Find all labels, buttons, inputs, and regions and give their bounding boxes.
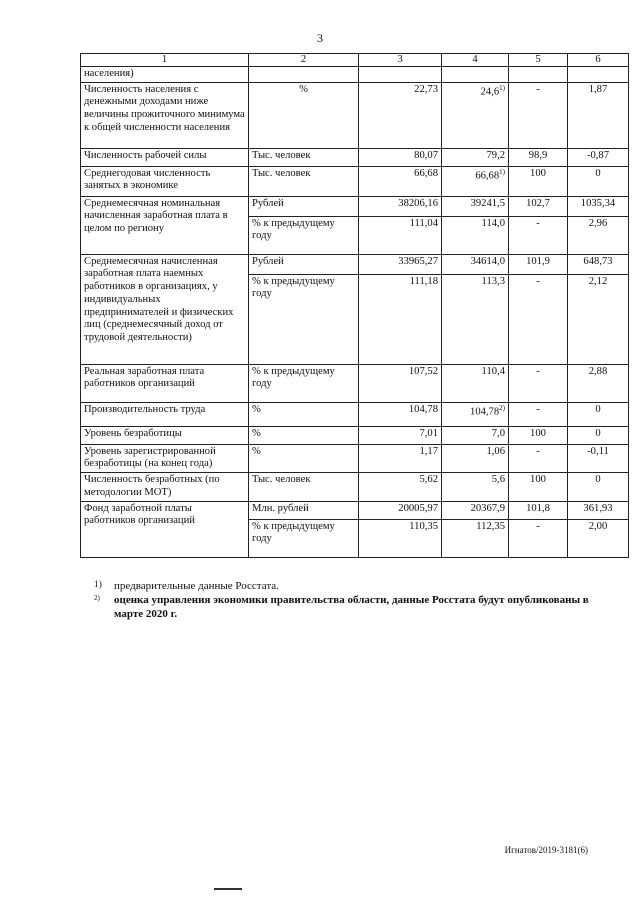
table-header-row <box>81 54 629 67</box>
growth-rate-cell <box>509 364 568 402</box>
unit-cell <box>249 274 359 364</box>
growth-rate-cell-text: - <box>536 83 540 95</box>
value-2018-cell-text: 33965,27 <box>398 255 438 267</box>
table-row <box>81 426 629 444</box>
change-cell-text: 0 <box>595 403 601 415</box>
indicator-cell <box>81 364 249 402</box>
value-2018-cell <box>359 473 442 501</box>
growth-rate-cell <box>509 254 568 274</box>
unit-cell-text: Рублей <box>252 255 284 267</box>
value-2018-cell-text: 38206,16 <box>398 197 438 209</box>
unit-cell-text: % к предыдущему году <box>252 520 335 545</box>
table-row <box>81 196 629 216</box>
unit-cell-text: % к предыдущему году <box>252 217 335 242</box>
unit-cell-text: Тыс. человек <box>252 167 311 179</box>
change-cell-text: -0,87 <box>586 149 610 161</box>
value-2019-cell-text: 113,3 <box>481 275 505 287</box>
change-cell-text: 1,87 <box>588 83 608 95</box>
value-2018-cell-text: 111,18 <box>409 275 438 287</box>
value-2018-cell <box>359 426 442 444</box>
unit-cell-text: Рублей <box>252 197 284 209</box>
growth-rate-cell-text: - <box>536 445 540 457</box>
value-2019-cell <box>442 82 509 148</box>
indicator-cell <box>81 402 249 426</box>
table-row <box>81 364 629 402</box>
value-2019-cell-text: 110,4 <box>481 365 505 377</box>
change-cell <box>568 67 629 83</box>
indicator-cell-text: Уровень безработицы <box>84 427 182 439</box>
indicator-cell-text: Среднемесячная начисленная заработная плата наемных работников в организациях, у индивидуальных предпринимателей и физических лиц (среднемесячный доход от трудовой деятельности) <box>84 255 234 343</box>
change-cell-text: 0 <box>595 427 601 439</box>
growth-rate-cell <box>509 473 568 501</box>
change-cell-text: 648,73 <box>583 255 613 267</box>
table-row <box>81 166 629 196</box>
indicator-cell <box>81 67 249 83</box>
change-cell <box>568 501 629 519</box>
growth-rate-cell <box>509 82 568 148</box>
indicator-cell-text: Реальная заработная плата работников организаций <box>84 365 205 390</box>
value-2019-cell <box>442 148 509 166</box>
value-2018-cell <box>359 364 442 402</box>
change-cell <box>568 364 629 402</box>
growth-rate-cell-text: - <box>536 275 540 287</box>
growth-rate-cell-text: - <box>536 403 540 415</box>
value-2019-cell-text: 39241,5 <box>470 197 505 209</box>
value-2019-cell <box>442 166 509 196</box>
value-2019-cell <box>442 501 509 519</box>
column-header: 4 <box>442 54 509 67</box>
growth-rate-cell <box>509 402 568 426</box>
unit-cell-text: Млн. рублей <box>252 502 309 514</box>
table-row <box>81 402 629 426</box>
value-2019-cell-text: 104,78 <box>470 406 500 418</box>
unit-cell <box>249 82 359 148</box>
unit-cell <box>249 216 359 254</box>
unit-cell <box>249 148 359 166</box>
column-header: 1 <box>81 54 249 67</box>
page-number: 3 <box>317 31 323 45</box>
indicator-cell-text: Уровень зарегистрированной безработицы (на конец года) <box>84 445 216 470</box>
change-cell <box>568 196 629 216</box>
change-cell <box>568 444 629 472</box>
value-2019-cell <box>442 254 509 274</box>
value-2018-cell <box>359 501 442 519</box>
column-header: 3 <box>359 54 442 67</box>
change-cell-text: 2,12 <box>588 275 608 287</box>
value-2019-cell <box>442 274 509 364</box>
value-2019-cell <box>442 402 509 426</box>
value-2018-cell <box>359 166 442 196</box>
footnote-1 <box>94 580 604 594</box>
growth-rate-cell <box>509 67 568 83</box>
footnote-ref: 1) <box>499 167 505 176</box>
value-2019-cell-text: 5,6 <box>491 474 505 486</box>
value-2019-cell-text: 66,68 <box>475 170 500 182</box>
unit-cell-text: % <box>299 83 308 95</box>
value-2019-cell-text: 79,2 <box>486 149 505 161</box>
value-2018-cell-text: 5,62 <box>419 474 438 486</box>
value-2018-cell-text: 104,78 <box>408 403 438 415</box>
value-2018-cell-text: 110,35 <box>409 520 438 532</box>
unit-cell-text: % к предыдущему году <box>252 275 335 300</box>
change-cell <box>568 274 629 364</box>
unit-cell <box>249 444 359 472</box>
unit-cell <box>249 196 359 216</box>
change-cell <box>568 216 629 254</box>
growth-rate-cell <box>509 166 568 196</box>
change-cell <box>568 254 629 274</box>
change-cell-text: 361,93 <box>583 502 613 514</box>
value-2019-cell <box>442 67 509 83</box>
value-2018-cell-text: 1,17 <box>419 445 438 457</box>
value-2019-cell-text: 20367,9 <box>470 502 505 514</box>
change-cell <box>568 519 629 557</box>
unit-cell <box>249 67 359 83</box>
unit-cell <box>249 402 359 426</box>
value-2018-cell-text: 22,73 <box>414 83 438 95</box>
indicator-cell <box>81 473 249 501</box>
table-row <box>81 501 629 519</box>
change-cell-text: 0 <box>595 167 601 179</box>
indicator-cell <box>81 148 249 166</box>
value-2018-cell-text: 7,01 <box>419 427 438 439</box>
footnote-mark: 1) <box>94 580 102 590</box>
unit-cell <box>249 364 359 402</box>
footnote-ref: 1) <box>499 83 505 92</box>
value-2019-cell-text: 114,0 <box>481 217 505 229</box>
growth-rate-cell-text: 100 <box>530 167 546 179</box>
unit-cell <box>249 473 359 501</box>
growth-rate-cell-text: 100 <box>530 474 546 486</box>
unit-cell <box>249 166 359 196</box>
indicator-cell <box>81 254 249 364</box>
growth-rate-cell <box>509 426 568 444</box>
table-row <box>81 148 629 166</box>
unit-cell-text: Тыс. человек <box>252 149 311 161</box>
indicator-cell <box>81 82 249 148</box>
value-2018-cell <box>359 82 442 148</box>
value-2019-cell-text: 112,35 <box>476 520 505 532</box>
value-2019-cell-text: 1,06 <box>486 445 505 457</box>
file-reference: Игнатов/2019-3181(6) <box>504 845 588 855</box>
growth-rate-cell-text: 100 <box>530 427 546 439</box>
scan-mark <box>214 888 242 890</box>
growth-rate-cell <box>509 274 568 364</box>
value-2018-cell-text: 20005,97 <box>398 502 438 514</box>
change-cell <box>568 426 629 444</box>
value-2018-cell <box>359 254 442 274</box>
change-cell-text: 2,96 <box>588 217 608 229</box>
unit-cell <box>249 519 359 557</box>
change-cell-text: 1035,34 <box>580 197 616 209</box>
indicator-cell <box>81 501 249 557</box>
change-cell-text: -0,11 <box>587 445 609 457</box>
value-2018-cell <box>359 148 442 166</box>
value-2018-cell <box>359 519 442 557</box>
value-2018-cell <box>359 444 442 472</box>
value-2019-cell <box>442 473 509 501</box>
change-cell <box>568 82 629 148</box>
indicator-cell-text: Среднегодовая численность занятых в экономике <box>84 167 211 192</box>
unit-cell-text: % <box>252 427 261 439</box>
table-row <box>81 82 629 148</box>
unit-cell <box>249 426 359 444</box>
indicator-cell-text: Численность населения с денежными доходами ниже величины прожиточного минимума к общей численности населения <box>84 83 245 133</box>
table-row <box>81 444 629 472</box>
change-cell-text: 2,88 <box>588 365 608 377</box>
unit-cell <box>249 254 359 274</box>
table-row <box>81 67 629 83</box>
indicator-cell <box>81 426 249 444</box>
growth-rate-cell <box>509 444 568 472</box>
indicator-cell <box>81 444 249 472</box>
footnote-text: оценка управления экономики правительства области, данные Росстата будут опубликованы в марте 2020 г. <box>114 593 589 620</box>
growth-rate-cell-text: 102,7 <box>526 197 550 209</box>
indicator-cell <box>81 196 249 254</box>
growth-rate-cell-text: - <box>536 217 540 229</box>
value-2019-cell-text: 34614,0 <box>470 255 505 267</box>
value-2018-cell <box>359 216 442 254</box>
growth-rate-cell <box>509 519 568 557</box>
value-2018-cell-text: 66,68 <box>414 167 438 179</box>
value-2018-cell-text: 80,07 <box>414 149 438 161</box>
value-2019-cell-text: 7,0 <box>491 427 505 439</box>
unit-cell <box>249 501 359 519</box>
value-2018-cell-text: 107,52 <box>408 365 438 377</box>
indicator-cell-text: Среднемесячная номинальная начисленная заработная плата в целом по региону <box>84 197 228 235</box>
value-2019-cell <box>442 216 509 254</box>
growth-rate-cell-text: 98,9 <box>528 149 548 161</box>
value-2018-cell <box>359 67 442 83</box>
column-header: 2 <box>249 54 359 67</box>
unit-cell-text: % <box>252 403 261 415</box>
indicator-cell-text: Производительность труда <box>84 403 206 415</box>
growth-rate-cell-text: 101,9 <box>526 255 550 267</box>
indicator-cell <box>81 166 249 196</box>
footnote-ref: 2) <box>499 403 505 412</box>
indicator-cell-text: Фонд заработной платы работников организаций <box>84 502 195 527</box>
value-2019-cell <box>442 196 509 216</box>
change-cell-text: 0 <box>595 474 601 486</box>
value-2018-cell <box>359 196 442 216</box>
change-cell <box>568 473 629 501</box>
unit-cell-text: % к предыдущему году <box>252 365 335 390</box>
value-2019-cell <box>442 426 509 444</box>
growth-rate-cell <box>509 196 568 216</box>
unit-cell-text: Тыс. человек <box>252 474 311 486</box>
change-cell-text: 2,00 <box>588 520 608 532</box>
column-header: 6 <box>568 54 629 67</box>
table-row <box>81 254 629 274</box>
growth-rate-cell-text: - <box>536 520 540 532</box>
value-2019-cell <box>442 519 509 557</box>
growth-rate-cell <box>509 148 568 166</box>
indicator-cell-text: населения) <box>84 68 134 79</box>
footnote-mark: 2) <box>94 593 100 602</box>
indicator-cell-text: Численность рабочей силы <box>84 149 207 161</box>
change-cell <box>568 402 629 426</box>
footnote-2 <box>94 594 604 622</box>
table-row <box>81 473 629 501</box>
growth-rate-cell <box>509 501 568 519</box>
column-header: 5 <box>509 54 568 67</box>
unit-cell-text: % <box>252 445 261 457</box>
footnotes <box>94 580 604 621</box>
value-2018-cell <box>359 402 442 426</box>
change-cell <box>568 166 629 196</box>
change-cell <box>568 148 629 166</box>
value-2019-cell <box>442 444 509 472</box>
footnote-text: предварительные данные Росстата. <box>114 580 279 592</box>
value-2019-cell <box>442 364 509 402</box>
value-2018-cell <box>359 274 442 364</box>
value-2018-cell-text: 111,04 <box>409 217 438 229</box>
growth-rate-cell-text: 101,8 <box>526 502 550 514</box>
value-2019-cell-text: 24,6 <box>480 86 500 98</box>
indicators-table <box>80 53 629 558</box>
growth-rate-cell-text: - <box>536 365 540 377</box>
indicator-cell-text: Численность безработных (по методологии МОТ) <box>84 474 220 498</box>
growth-rate-cell <box>509 216 568 254</box>
